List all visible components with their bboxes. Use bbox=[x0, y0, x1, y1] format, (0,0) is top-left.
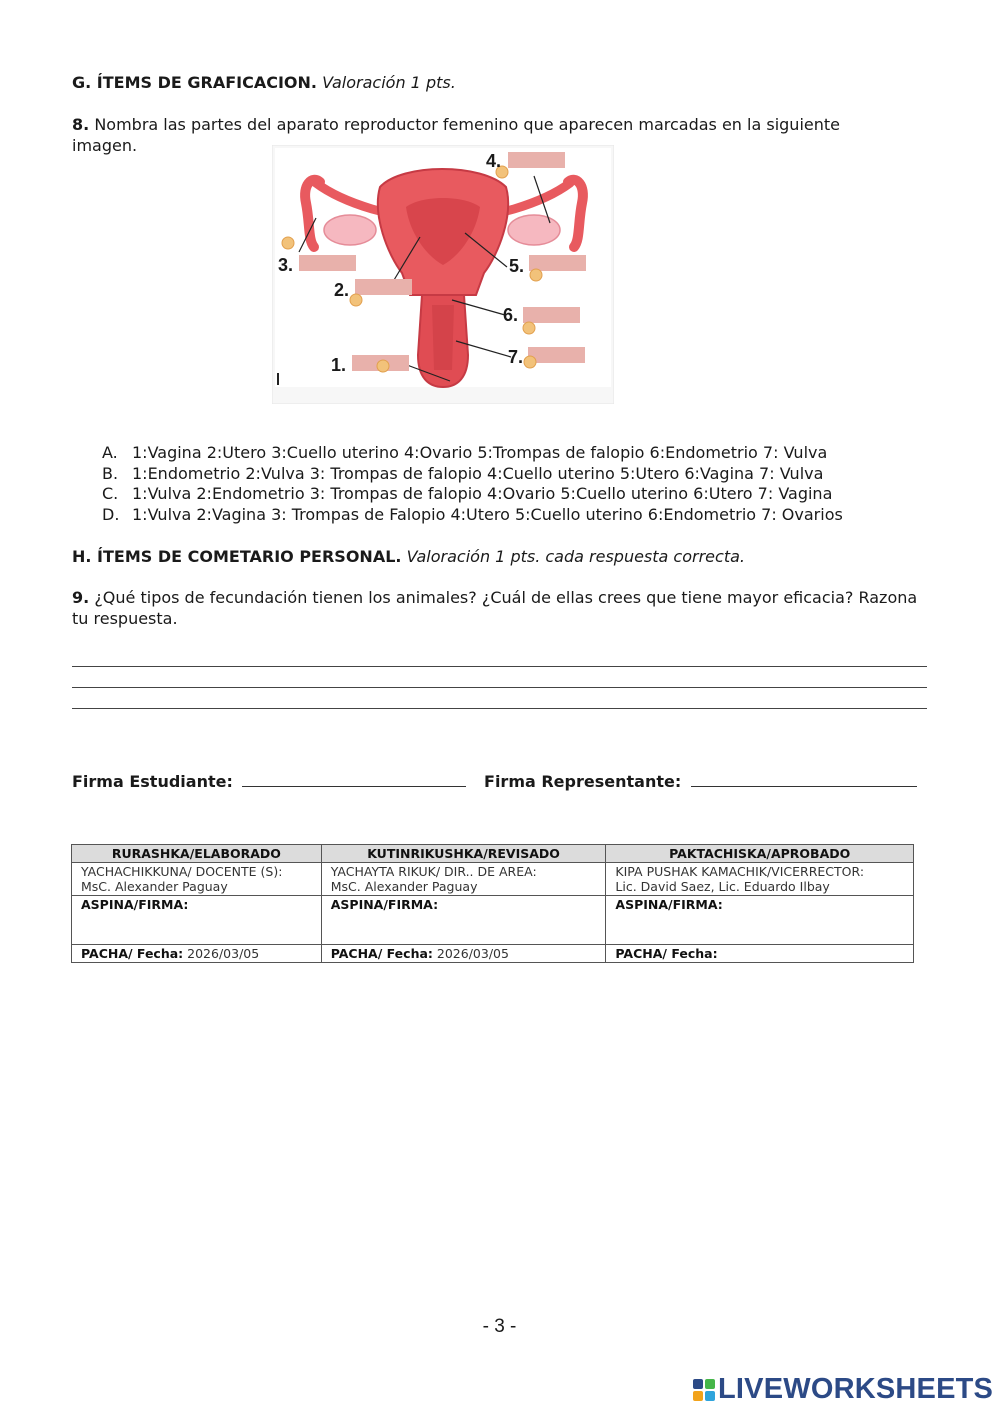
answer-line-3[interactable] bbox=[72, 708, 927, 709]
approval-date-row bbox=[72, 945, 914, 963]
student-signature-line[interactable] bbox=[242, 772, 466, 787]
label-box-5 bbox=[529, 255, 586, 271]
firma-cell bbox=[72, 896, 322, 945]
marker-dot-3 bbox=[282, 237, 294, 249]
header-revisado: KUTINRIKUSHKA/REVISADO bbox=[321, 845, 606, 863]
option-letter: A. bbox=[102, 443, 118, 462]
reproductive-system-diagram bbox=[272, 145, 614, 404]
fecha-value: 2026/03/05 bbox=[187, 946, 260, 961]
role-person: Lic. David Saez, Lic. Eduardo Ilbay bbox=[615, 879, 830, 894]
fecha-cell bbox=[321, 945, 606, 963]
answer-options bbox=[102, 443, 843, 525]
option-text: 1:Vulva 2:Endometrio 3: Trompas de falopio 4:Ovario 5:Cuello uterino 6:Utero 7: Vagina bbox=[132, 484, 833, 504]
firma-cell bbox=[606, 896, 914, 945]
header-aprobado: PAKTACHISKA/APROBADO bbox=[606, 845, 914, 863]
question-8-number: 8. bbox=[72, 115, 90, 134]
approval-table bbox=[71, 844, 914, 963]
header-elaborado: RURASHKA/ELABORADO bbox=[72, 845, 322, 863]
liveworksheets-wordmark: LIVEWORKSHEETS bbox=[718, 1373, 994, 1405]
section-g-heading bbox=[72, 72, 456, 93]
student-signature-label: Firma Estudiante: bbox=[72, 772, 233, 791]
label-box-7 bbox=[528, 347, 585, 363]
marker-dot-2 bbox=[350, 294, 362, 306]
diagram-label-5: 5. bbox=[509, 256, 525, 276]
fecha-label: PACHA/ Fecha: bbox=[81, 946, 184, 961]
section-h-heading bbox=[72, 546, 745, 567]
diagram-label-1: 1. bbox=[331, 355, 347, 375]
label-box-4 bbox=[508, 152, 565, 168]
role-title: KIPA PUSHAK KAMACHIK/VICERRECTOR: bbox=[615, 864, 865, 879]
fecha-value: 2026/03/05 bbox=[436, 946, 509, 961]
fecha-label: PACHA/ Fecha: bbox=[615, 946, 718, 961]
option-letter: B. bbox=[102, 463, 119, 483]
option-text: 1:Endometrio 2:Vulva 3: Trompas de falopio 4:Cuello uterino 5:Utero 6:Vagina 7: Vulva bbox=[132, 463, 824, 483]
firma-label: ASPINA/FIRMA: bbox=[330, 897, 439, 912]
fecha-cell bbox=[72, 945, 322, 963]
liveworksheets-blocks-icon bbox=[693, 1379, 715, 1401]
label-box-6 bbox=[523, 307, 580, 323]
option-d[interactable] bbox=[102, 505, 843, 526]
representative-signature-label: Firma Representante: bbox=[484, 772, 682, 791]
option-c[interactable] bbox=[102, 484, 843, 505]
marker-dot-5 bbox=[530, 269, 542, 281]
section-h-title: H. ÍTEMS DE COMETARIO PERSONAL. bbox=[72, 547, 402, 566]
fecha-cell bbox=[606, 945, 914, 963]
role-cell-aprobado bbox=[606, 863, 914, 896]
option-letter: D. bbox=[102, 504, 120, 524]
label-box-3 bbox=[299, 255, 356, 271]
role-person: MsC. Alexander Paguay bbox=[81, 879, 228, 894]
firma-cell bbox=[321, 896, 606, 945]
section-g-subtitle: Valoración 1 pts. bbox=[322, 73, 456, 92]
fecha-label: PACHA/ Fecha: bbox=[330, 946, 433, 961]
role-cell-revisado bbox=[321, 863, 606, 896]
approval-signature-row bbox=[72, 896, 914, 945]
diagram-label-3: 3. bbox=[278, 255, 294, 275]
answer-line-2[interactable] bbox=[72, 687, 927, 688]
option-a[interactable] bbox=[102, 443, 843, 464]
marker-dot-1 bbox=[377, 360, 389, 372]
signature-row bbox=[72, 772, 917, 791]
reproductive-system-illustration bbox=[272, 145, 614, 404]
section-h-subtitle: Valoración 1 pts. cada respuesta correcta. bbox=[406, 547, 745, 566]
role-title: YACHAYTA RIKUK/ DIR.. DE AREA: bbox=[330, 864, 537, 879]
approval-role-row bbox=[72, 863, 914, 896]
section-g-title: G. ÍTEMS DE GRAFICACION. bbox=[72, 73, 317, 92]
left-ovary-shape bbox=[324, 215, 376, 245]
marker-dot-7 bbox=[524, 356, 536, 368]
option-text: 1:Vulva 2:Vagina 3: Trompas de Falopio 4:Utero 5:Cuello uterino 6:Endometrio 7: Ovarios bbox=[132, 504, 843, 524]
diagram-label-7: 7. bbox=[508, 347, 524, 367]
question-8-text: Nombra las partes del aparato reproductor femenino que aparecen marcadas en la siguiente imagen. bbox=[72, 115, 840, 155]
role-title: YACHACHIKKUNA/ DOCENTE (S): bbox=[81, 864, 283, 879]
representative-signature-line[interactable] bbox=[691, 772, 917, 787]
marker-dot-6 bbox=[523, 322, 535, 334]
diagram-label-2: 2. bbox=[334, 280, 350, 300]
question-9-text: ¿Qué tipos de fecundación tienen los animales? ¿Cuál de ellas crees que tiene mayor eficacia? Razona tu respuesta. bbox=[72, 588, 918, 628]
option-b[interactable] bbox=[102, 464, 843, 485]
label-box-2 bbox=[355, 279, 412, 295]
firma-label: ASPINA/FIRMA: bbox=[615, 897, 723, 912]
page-number: - 3 - bbox=[482, 1316, 517, 1337]
question-9-number: 9. bbox=[72, 588, 90, 607]
question-9 bbox=[72, 587, 930, 629]
liveworksheets-logo bbox=[693, 1373, 993, 1406]
option-text: 1:Vagina 2:Utero 3:Cuello uterino 4:Ovario 5:Trompas de falopio 6:Endometrio 7: Vulva bbox=[132, 443, 828, 462]
approval-header-row bbox=[72, 845, 914, 863]
answer-line-1[interactable] bbox=[72, 666, 927, 667]
right-ovary-shape bbox=[508, 215, 560, 245]
role-person: MsC. Alexander Paguay bbox=[330, 879, 478, 894]
diagram-label-6: 6. bbox=[503, 305, 519, 325]
role-cell-elaborado bbox=[72, 863, 322, 896]
diagram-label-4: 4. bbox=[486, 151, 502, 171]
firma-label: ASPINA/FIRMA: bbox=[81, 897, 189, 912]
option-letter: C. bbox=[102, 484, 119, 504]
